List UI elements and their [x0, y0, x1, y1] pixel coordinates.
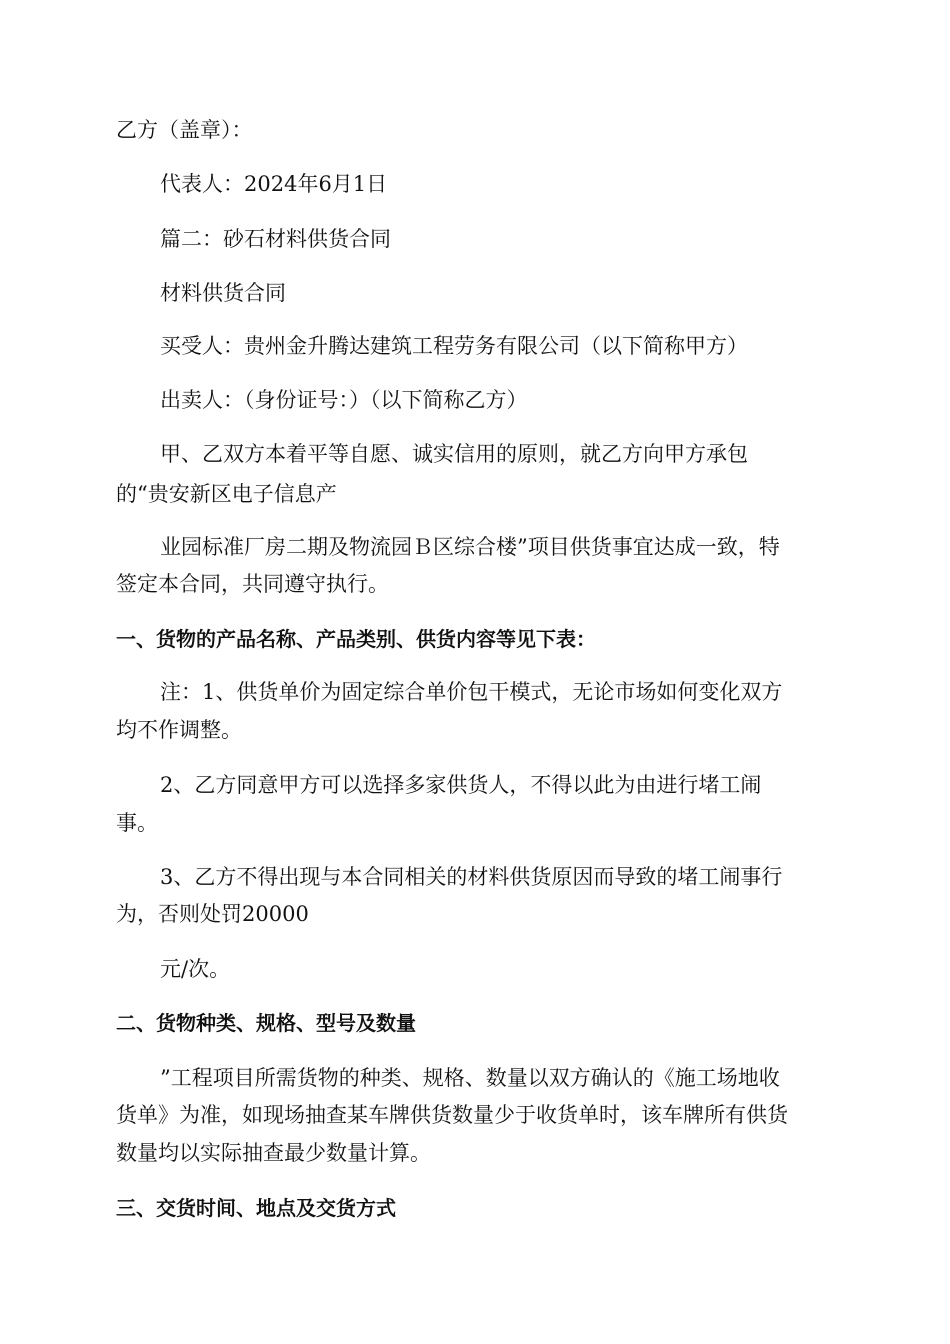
note-1-line: 均不作调整。 [116, 718, 242, 742]
note-2-line: 2、乙方同意甲方可以选择多家供货人，不得以此为由进行堵工闹 [160, 773, 762, 797]
intro-paragraph-line: 业园标准厂房二期及物流园Ｂ区综合楼”项目供货事宜达成一致，特 [160, 535, 780, 559]
chapter-title: 篇二：砂石材料供货合同 [160, 227, 391, 251]
contract-title: 材料供货合同 [160, 281, 286, 305]
seller-line: 出卖人：（身份证号：）（以下简称乙方） [160, 388, 528, 412]
section-2-paragraph-line: 货单》为准，如现场抽查某车牌供货数量少于收货单时，该车牌所有供货 [116, 1103, 788, 1127]
section-1-heading: 一、货物的产品名称、产品类别、供货内容等见下表： [116, 627, 596, 651]
buyer-line: 买受人：贵州金升腾达建筑工程劳务有限公司（以下简称甲方） [160, 334, 748, 358]
section-2-paragraph-line: ”工程项目所需货物的种类、规格、数量以双方确认的《施工场地收 [160, 1066, 780, 1090]
intro-paragraph-line: 甲、乙双方本着平等自愿、诚实信用的原则，就乙方向甲方承包 [160, 442, 748, 466]
representative-date: 代表人：2024年6月1日 [160, 172, 388, 196]
section-2-paragraph-line: 数量均以实际抽查最少数量计算。 [116, 1141, 431, 1165]
note-3-line: 元/次。 [160, 957, 231, 981]
note-3-line: 3、乙方不得出现与本合同相关的材料供货原因而导致的堵工闹事行 [160, 865, 783, 889]
signature-party-b: 乙方（盖章）： [116, 118, 253, 142]
note-1-line: 注：1、供货单价为固定综合单价包干模式，无论市场如何变化双方 [160, 680, 783, 704]
note-3-line: 为，否则处罚20000 [116, 902, 309, 926]
section-3-heading: 三、交货时间、地点及交货方式 [116, 1196, 396, 1220]
intro-paragraph-line: 的“贵安新区电子信息产 [116, 482, 337, 506]
note-2-line: 事。 [116, 811, 158, 835]
section-2-heading: 二、货物种类、规格、型号及数量 [116, 1011, 416, 1035]
intro-paragraph-line: 签定本合同，共同遵守执行。 [116, 572, 389, 596]
